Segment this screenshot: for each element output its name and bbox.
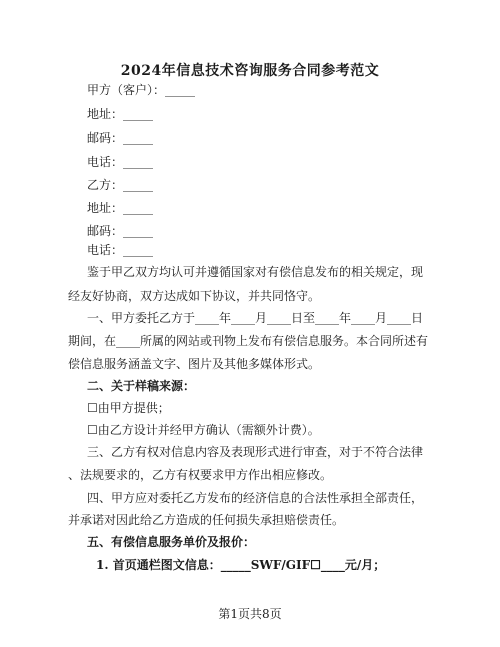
party-b-address-line: 地址：_____	[87, 201, 154, 215]
clause-2-option-2: ☐由乙方设计并经甲方确认（需额外计费）。	[87, 423, 320, 437]
clause-4-line-1: 四、甲方应对委托乙方发布的经济信息的合法性承担全部责任，	[87, 491, 424, 505]
preamble-line-1: 鉴于甲乙双方均认可并遵循国家对有偿信息发布的相关规定，现	[87, 265, 424, 279]
preamble-line-2: 经友好协商，双方达成如下协议，并共同恪守。	[68, 289, 321, 303]
clause-4-line-2: 并承诺对因此给乙方造成的任何损失承担赔偿责任。	[68, 513, 345, 527]
clause-2-heading: 二、关于样稿来源：	[87, 379, 196, 393]
clause-1-line-3: 偿信息服务涵盖文字、图片及其他多媒体形式。	[68, 357, 321, 371]
party-b-postcode-line: 邮码：_____	[87, 224, 154, 238]
clause-5-item-1: 1. 首页通栏图文信息：_____SWF/GIF☐____元/月；	[96, 558, 386, 572]
party-a-name-line: 甲方（客户）：_____	[87, 83, 196, 97]
clause-2-option-1: ☐由甲方提供；	[87, 401, 170, 415]
clause-3-line-1: 三、乙方有权对信息内容及表现形式进行审查，对于不符合法律	[87, 445, 424, 459]
page-number-footer: 第1页共8页	[218, 607, 282, 621]
document-title: 2024年信息技术咨询服务合同参考范文	[120, 63, 380, 79]
clause-1-line-2: 期间，在____所属的网站或刊物上发布有偿信息服务。本合同所述有	[68, 334, 429, 348]
clause-1-line-1: 一、甲方委托乙方于____年____月____日至____年____月____日	[87, 311, 424, 325]
party-b-name-line: 乙方：_____	[87, 178, 154, 192]
party-a-postcode-line: 邮码：_____	[87, 131, 154, 145]
party-b-phone-line: 电话：_____	[87, 243, 154, 257]
clause-5-heading: 五、有偿信息服务单价及报价：	[87, 535, 256, 549]
party-a-address-line: 地址：_____	[87, 107, 154, 121]
party-a-phone-line: 电话：_____	[87, 155, 154, 169]
clause-3-line-2: 、法规要求的，乙方有权要求甲方作出相应修改。	[68, 468, 333, 482]
